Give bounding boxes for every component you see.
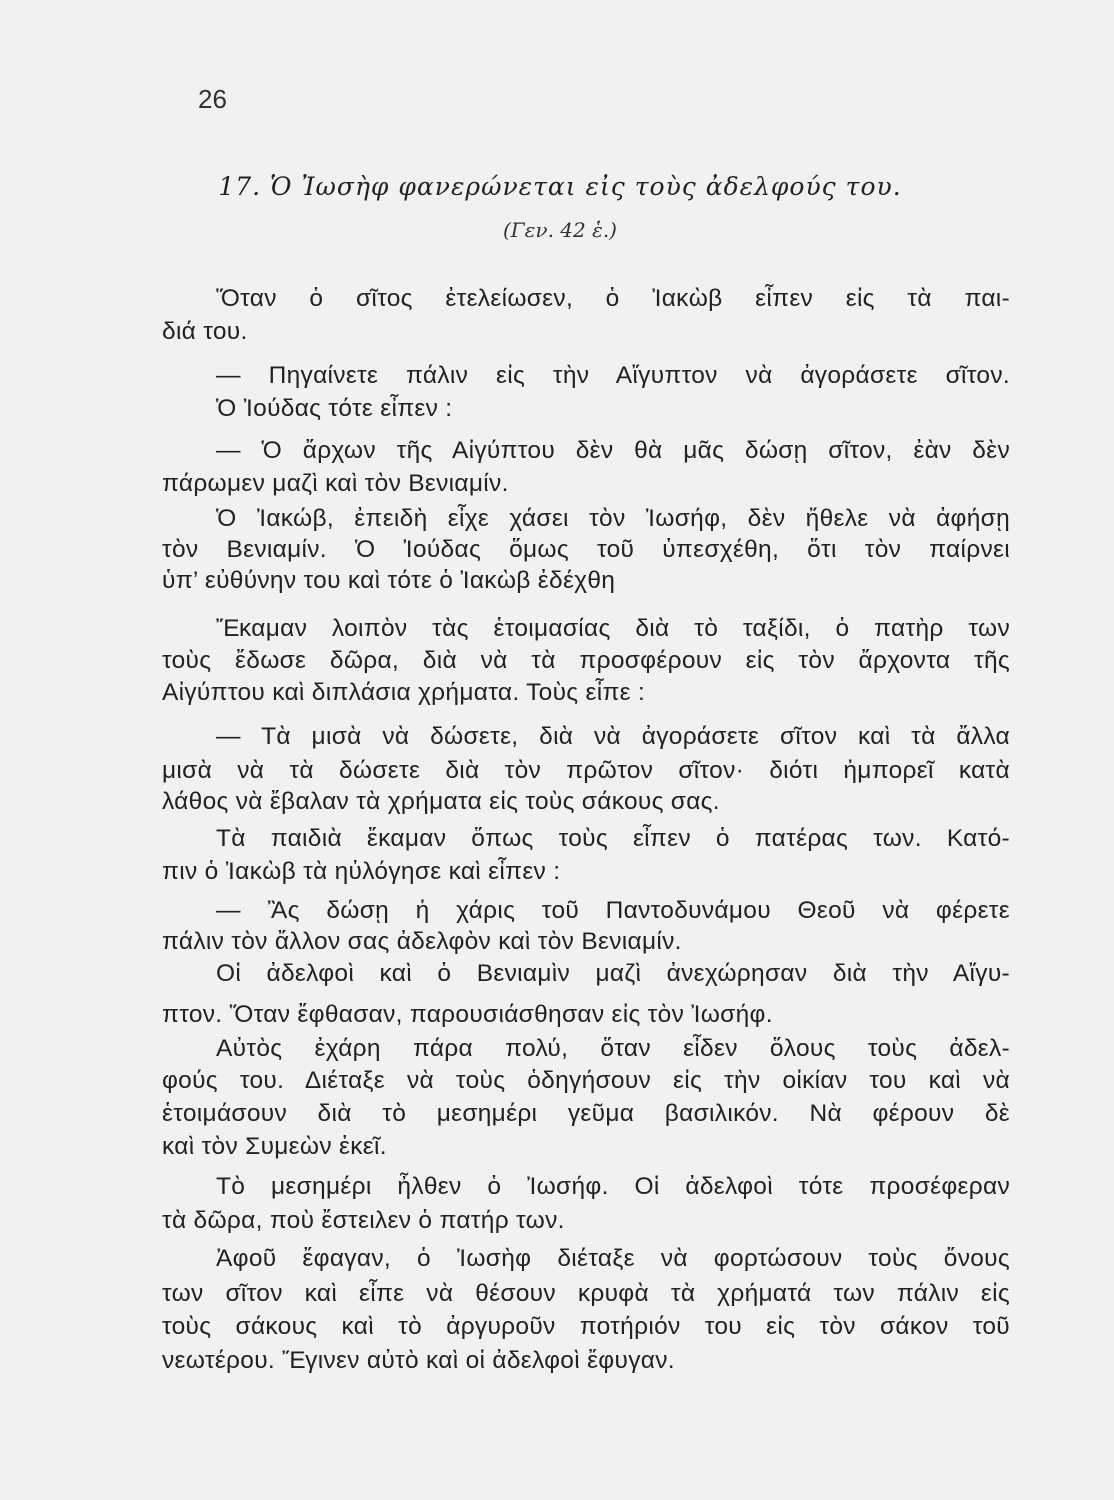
chapter-title: 17. Ὁ Ἰωσὴφ φανερώνεται εἰς τοὺς ἀδελφούς του. xyxy=(218,172,902,201)
text-line: — Ἂς δώσῃ ἡ χάρις τοῦ Παντοδυνάμου Θεοῦ νὰ φέρετε xyxy=(216,897,1010,924)
text-line: Αἰγύπτου καὶ διπλάσια χρήματα. Τοὺς εἶπε : xyxy=(162,679,646,706)
text-line: πάλιν τὸν ἄλλον σας ἀδελφὸν καὶ τὸν Βενιαμίν. xyxy=(162,928,682,955)
text-line: φούς του. Διέταξε νὰ τοὺς ὁδηγήσουν εἰς τὴν οἰκίαν του καὶ νὰ xyxy=(162,1067,1010,1094)
text-line: ὑπ’ εὐθύνην του καὶ τότε ὁ Ἰακὼβ ἐδέχθη xyxy=(162,567,616,594)
text-line: πάρωμεν μαζὶ καὶ τὸν Βενιαμίν. xyxy=(162,470,509,497)
text-line: τοὺς σάκους καὶ τὸ ἀργυροῦν ποτήριόν του εἰς τὸν σάκον τοῦ xyxy=(162,1313,1010,1340)
text-line: Τὰ παιδιὰ ἔκαμαν ὅπως τοὺς εἶπεν ὁ πατέρας των. Κατό- xyxy=(216,825,1010,852)
text-line: Ὁ Ἰούδας τότε εἶπεν : xyxy=(216,395,453,422)
text-line: — Πηγαίνετε πάλιν εἰς τὴν Αἴγυπτον νὰ ἀγοράσετε σῖτον. xyxy=(216,362,1010,389)
text-line: Ἀφοῦ ἔφαγαν, ὁ Ἰωσὴφ διέταξε νὰ φορτώσουν τοὺς ὄνους xyxy=(216,1245,1010,1272)
text-line: τὸν Βενιαμίν. Ὁ Ἰούδας ὅμως τοῦ ὑπεσχέθη, ὅτι τὸν παίρνει xyxy=(162,536,1010,563)
text-line: Οἱ ἀδελφοὶ καὶ ὁ Βενιαμὶν μαζὶ ἀνεχώρησαν διὰ τὴν Αἴγυ- xyxy=(216,960,1010,987)
text-line: — Ὁ ἄρχων τῆς Αἰγύπτου δὲν θὰ μᾶς δώσῃ σῖτον, ἐὰν δὲν xyxy=(216,437,1010,464)
text-line: των σῖτον καὶ εἶπε νὰ θέσουν κρυφὰ τὰ χρήματά των πάλιν εἰς xyxy=(162,1280,1010,1307)
text-line: διά του. xyxy=(162,318,248,345)
scripture-reference: (Γεν. 42 ἑ.) xyxy=(503,218,617,242)
text-line: τοὺς ἔδωσε δῶρα, διὰ νὰ τὰ προσφέρουν εἰς τὸν ἄρχοντα τῆς xyxy=(162,647,1010,674)
text-line: μισὰ νὰ τὰ δώσετε διὰ τὸν πρῶτον σῖτον· διότι ἠμπορεῖ κατὰ xyxy=(162,757,1010,784)
text-line: Τὸ μεσημέρι ἦλθεν ὁ Ἰωσήφ. Οἱ ἀδελφοὶ τότε προσέφεραν xyxy=(216,1173,1010,1200)
text-line: λάθος νὰ ἔβαλαν τὰ χρήματα εἰς τοὺς σάκους σας. xyxy=(162,788,720,815)
text-line: πτον. Ὅταν ἔφθασαν, παρουσιάσθησαν εἰς τὸν Ἰωσήφ. xyxy=(162,1001,773,1028)
text-line: ἑτοιμάσουν διὰ τὸ μεσημέρι γεῦμα βασιλικόν. Νὰ φέρουν δὲ xyxy=(162,1100,1010,1127)
text-line: τὰ δῶρα, ποὺ ἔστειλεν ὁ πατήρ των. xyxy=(162,1207,565,1234)
page-number: 26 xyxy=(198,84,227,114)
text-line: Ὁ Ἰακώβ, ἐπειδὴ εἶχε χάσει τὸν Ἰωσήφ, δὲν ἤθελε νὰ ἀφήσῃ xyxy=(216,505,1010,532)
text-line: — Τὰ μισὰ νὰ δώσετε, διὰ νὰ ἀγοράσετε σῖτον καὶ τὰ ἄλλα xyxy=(216,723,1010,750)
text-line: Ὅταν ὁ σῖτος ἐτελείωσεν, ὁ Ἰακὼβ εἶπεν εἰς τὰ παι- xyxy=(216,285,1010,312)
text-line: Ἔκαμαν λοιπὸν τὰς ἑτοιμασίας διὰ τὸ ταξίδι, ὁ πατὴρ των xyxy=(216,615,1010,642)
text-line: καὶ τὸν Συμεὼν ἐκεῖ. xyxy=(162,1133,387,1160)
text-line: πιν ὁ Ἰακὼβ τὰ ηὐλόγησε καὶ εἶπεν : xyxy=(162,858,561,885)
text-line: Αὐτὸς ἐχάρη πάρα πολύ, ὅταν εἶδεν ὅλους τοὺς ἀδελ- xyxy=(216,1035,1010,1062)
text-line: νεωτέρου. Ἔγινεν αὐτὸ καὶ οἱ ἀδελφοὶ ἔφυγαν. xyxy=(162,1347,675,1374)
